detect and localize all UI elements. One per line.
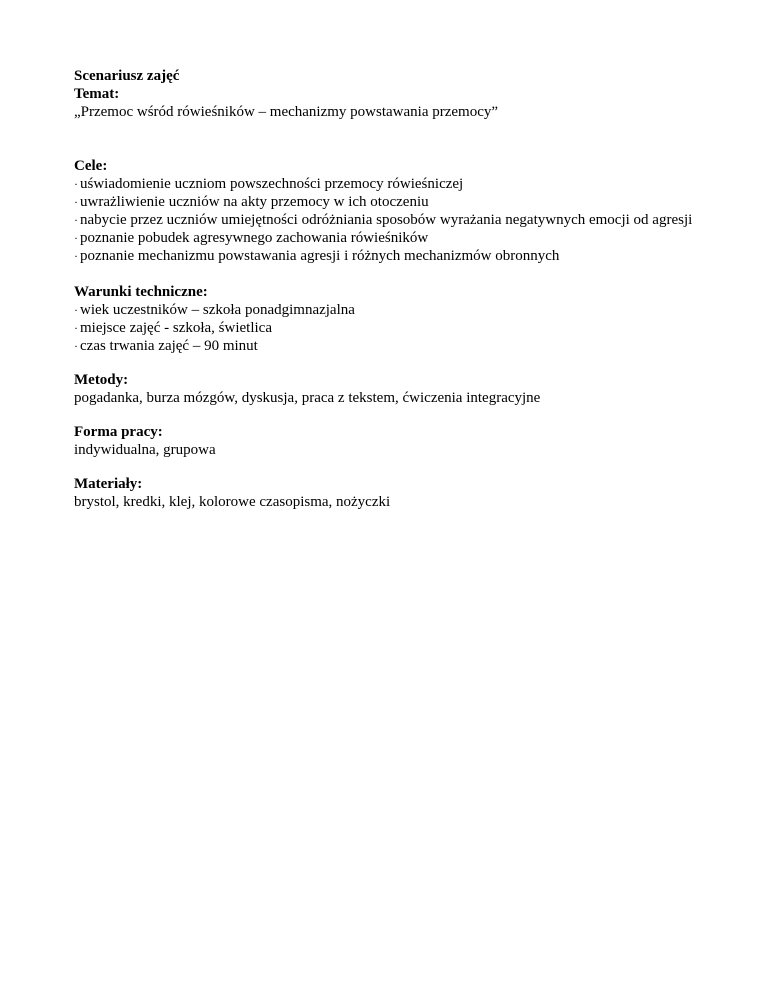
methods-text: pogadanka, burza mózgów, dyskusja, praca z tekstem, ćwiczenia integracyjne — [74, 390, 541, 406]
bullet-icon: · — [74, 249, 78, 263]
document-body — [74, 67, 694, 511]
form-text: indywidualna, grupowa — [74, 442, 216, 458]
spacer — [74, 407, 694, 423]
document-title: Scenariusz zajęć — [74, 68, 180, 84]
list-item: · miejsce zajęć - szkoła, świetlica — [74, 320, 272, 336]
conditions-heading: Warunki techniczne: — [74, 284, 208, 300]
list-item: · uwrażliwienie uczniów na akty przemocy w ich otoczeniu — [74, 194, 429, 210]
methods-heading: Metody: — [74, 372, 129, 388]
list-item: · wiek uczestników – szkoła ponadgimnazjalna — [74, 302, 355, 318]
list-item: · poznanie pobudek agresywnego zachowania rówieśników — [74, 230, 429, 246]
spacer — [74, 121, 694, 139]
bullet-icon: · — [74, 339, 78, 353]
topic-text: „Przemoc wśród rówieśników – mechanizmy powstawania przemocy” — [74, 104, 499, 120]
spacer — [74, 265, 694, 283]
bullet-icon: · — [74, 213, 78, 227]
goals-heading: Cele: — [74, 158, 108, 174]
materials-text: brystol, kredki, klej, kolorowe czasopisma, nożyczki — [74, 494, 391, 510]
spacer — [74, 139, 694, 157]
goals-list — [74, 175, 694, 265]
spacer — [74, 355, 694, 371]
bullet-icon: · — [74, 177, 78, 191]
list-item: · poznanie mechanizmu powstawania agresji i różnych mechanizmów obronnych — [74, 248, 560, 264]
topic-label: Temat: — [74, 86, 120, 102]
materials-heading: Materiały: — [74, 476, 143, 492]
bullet-icon: · — [74, 321, 78, 335]
bullet-icon: · — [74, 231, 78, 245]
spacer — [74, 459, 694, 475]
bullet-icon: · — [74, 195, 78, 209]
list-item: · uświadomienie uczniom powszechności przemocy rówieśniczej — [74, 176, 464, 192]
list-item: · czas trwania zajęć – 90 minut — [74, 338, 258, 354]
bullet-icon: · — [74, 303, 78, 317]
conditions-list — [74, 301, 694, 355]
form-heading: Forma pracy: — [74, 424, 163, 440]
list-item: · nabycie przez uczniów umiejętności odróżniania sposobów wyrażania negatywnych emocji od agresji — [74, 212, 693, 228]
